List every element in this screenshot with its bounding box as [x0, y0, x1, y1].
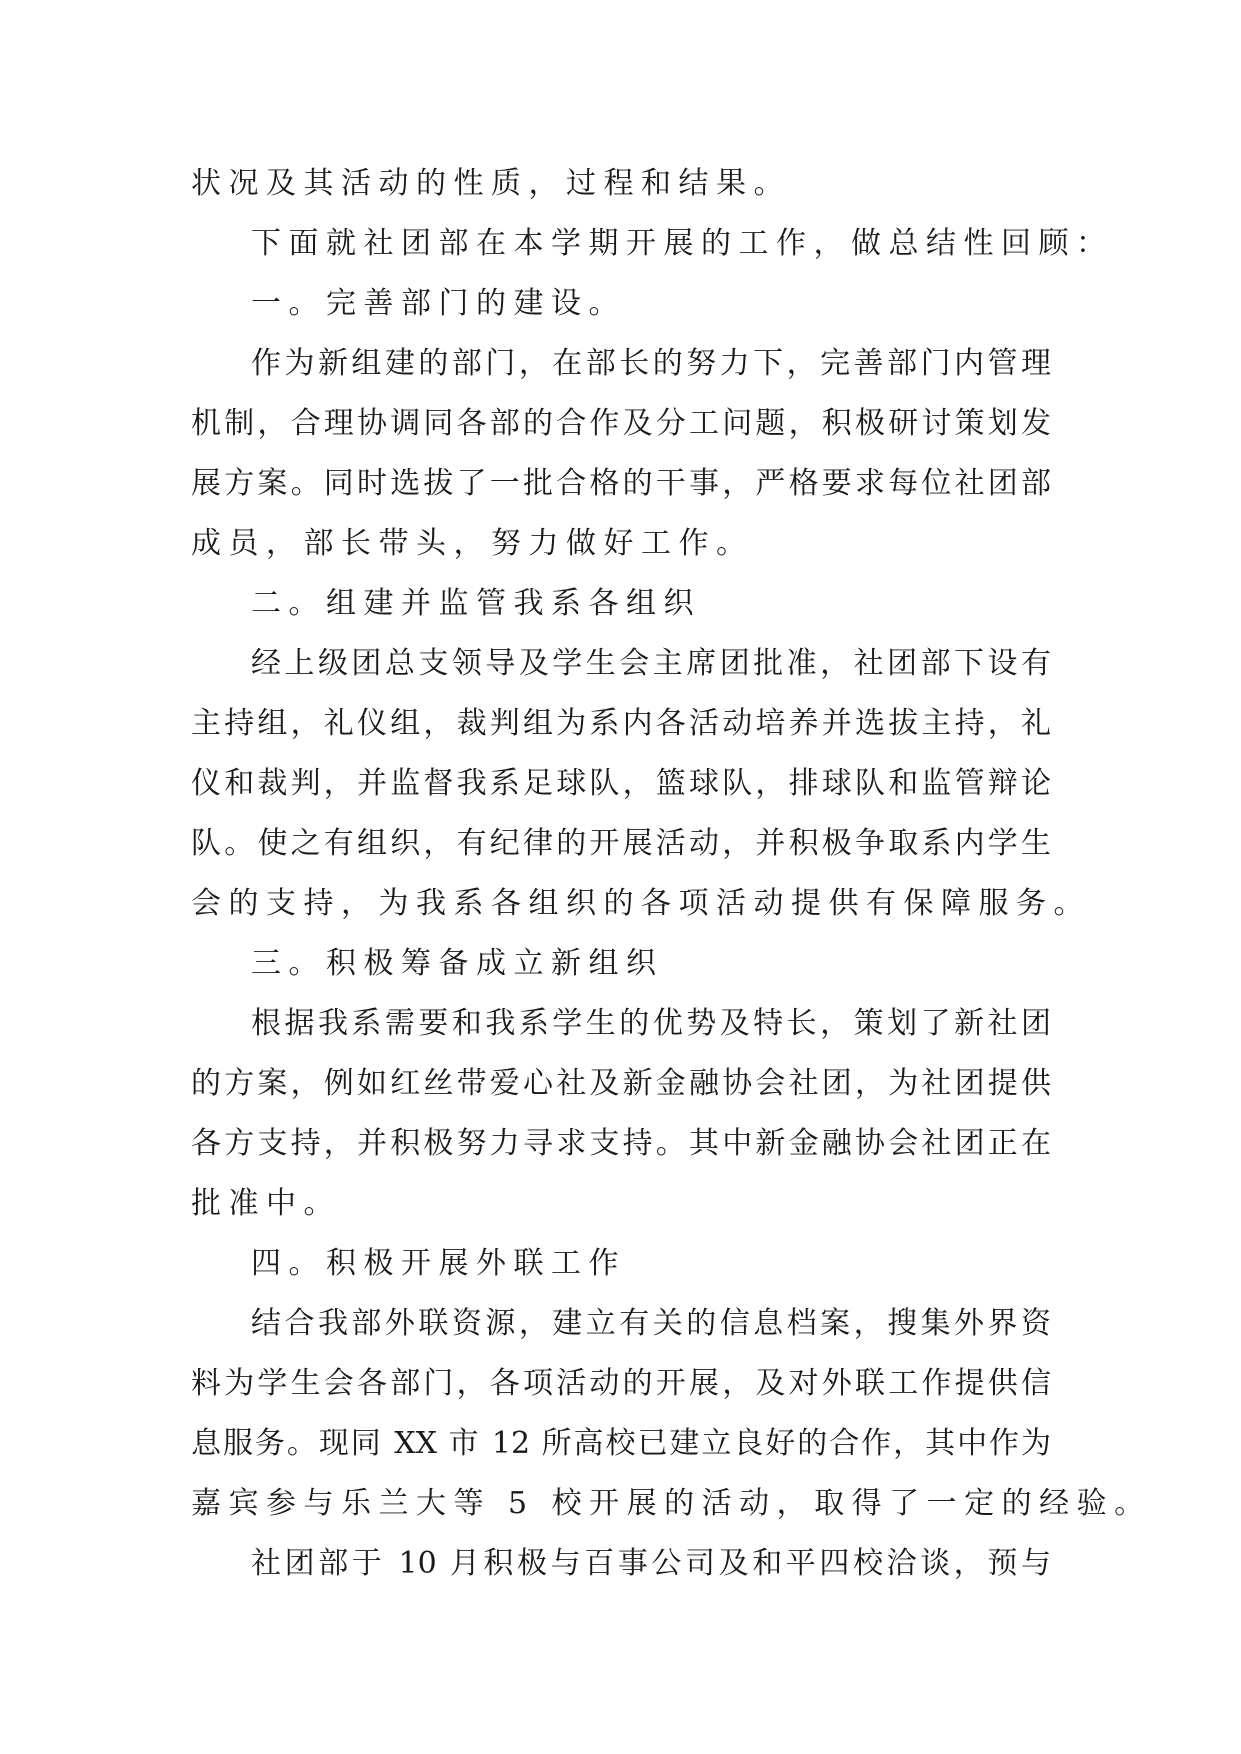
text-line: 料为学生会各部门，各项活动的开展，及对外联工作提供信 [191, 1366, 1051, 1401]
text-line: 状况及其活动的性质，过程和结果。 [191, 166, 791, 201]
text-line: 经上级团总支领导及学生会主席团批准，社团部下设有 [251, 646, 1051, 681]
text-line: 机制，合理协调同各部的合作及分工问题，积极研讨策划发 [191, 406, 1051, 441]
text-line: 展方案。同时选拔了一批合格的干事，严格要求每位社团部 [191, 466, 1051, 501]
section-heading-4: 四。积极开展外联工作 [251, 1246, 626, 1281]
text-line: 批准中。 [191, 1186, 341, 1221]
text-line: 仪和裁判，并监督我系足球队，篮球队，排球队和监管辩论 [191, 766, 1051, 801]
text-line: 结合我部外联资源，建立有关的信息档案，搜集外界资 [251, 1306, 1051, 1341]
text-line: 下面就社团部在本学期开展的工作，做总结性回顾： [251, 226, 1114, 261]
text-line: 息服务。现同 XX 市 12 所高校已建立良好的合作，其中作为 [191, 1426, 1051, 1461]
text-line: 嘉宾参与乐兰大等 5 校开展的活动，取得了一定的经验。 [191, 1486, 1152, 1521]
text-line: 成员，部长带头，努力做好工作。 [191, 526, 754, 561]
text-line: 作为新组建的部门，在部长的努力下，完善部门内管理 [251, 346, 1051, 381]
text-line: 主持组，礼仪组，裁判组为系内各活动培养并选拔主持，礼 [191, 706, 1051, 741]
text-line: 社团部于 10 月积极与百事公司及和平四校洽谈，预与 [251, 1546, 1051, 1581]
text-line: 的方案，例如红丝带爱心社及新金融协会社团，为社团提供 [191, 1066, 1051, 1101]
text-line: 各方支持，并积极努力寻求支持。其中新金融协会社团正在 [191, 1126, 1051, 1161]
section-heading-3: 三。积极筹备成立新组织 [251, 946, 664, 981]
text-line: 队。使之有组织，有纪律的开展活动，并积极争取系内学生 [191, 826, 1051, 861]
section-heading-1: 一。完善部门的建设。 [251, 286, 626, 321]
section-heading-2: 二。组建并监管我系各组织 [251, 586, 701, 621]
text-line: 会的支持，为我系各组织的各项活动提供有保障服务。 [191, 886, 1091, 921]
text-line: 根据我系需要和我系学生的优势及特长，策划了新社团 [251, 1006, 1051, 1041]
